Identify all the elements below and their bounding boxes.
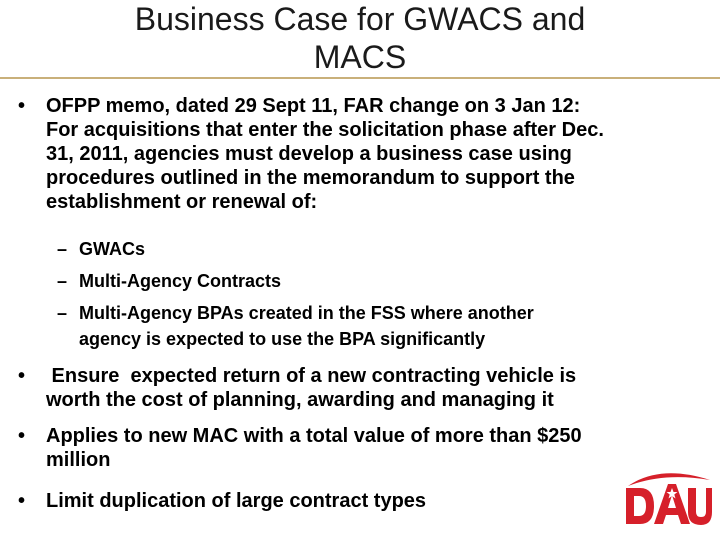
dau-logo [624, 470, 712, 528]
dau-logo-mark [626, 473, 712, 525]
slide-title [40, 0, 680, 76]
bullet-1-line-5: establishment or renewal of: [46, 191, 318, 213]
sub-item-1: GWACs [79, 239, 146, 259]
sub-item-3-line-2: agency is expected to use the BPA significantly [79, 329, 486, 349]
bullet-1-line-2: For acquisitions that enter the solicitation phase after Dec. [46, 119, 604, 141]
sub-bullet-marker: – [57, 271, 68, 291]
bullet-1-text [46, 94, 604, 214]
bullet-3-line-2: million [46, 449, 111, 471]
bullet-marker: • [18, 425, 26, 447]
bullet-2-text [46, 364, 576, 412]
sub-item-2: Multi-Agency Contracts [79, 271, 282, 291]
bullet-marker: • [18, 365, 26, 387]
bullet-2-line-2: worth the cost of planning, awarding and managing it [46, 389, 554, 411]
sub-bullet-marker: – [57, 303, 68, 323]
sub-item-3-line-1: Multi-Agency BPAs created in the FSS where another [79, 303, 534, 323]
title-line-2: MACS [313, 39, 407, 75]
bullet-3-line-1: Applies to new MAC with a total value of more than $250 [46, 425, 582, 447]
bullet-marker: • [18, 490, 26, 512]
sub-item-3 [79, 300, 534, 352]
bullet-4-text: Limit duplication of large contract types [46, 490, 427, 512]
bullet-2-line-1: Ensure expected return of a new contracting vehicle is [46, 365, 577, 387]
bullet-marker: • [18, 95, 26, 117]
bullet-3-text [46, 424, 582, 472]
bullet-1-line-4: procedures outlined in the memorandum to support the [46, 167, 575, 189]
bullet-1-line-1: OFPP memo, dated 29 Sept 11, FAR change on 3 Jan 12: [46, 95, 581, 117]
title-line-1: Business Case for GWACS and [134, 1, 586, 37]
title-divider [0, 77, 720, 79]
sub-bullet-marker: – [57, 239, 68, 259]
bullet-1-line-3: 31, 2011, agencies must develop a business case using [46, 143, 572, 165]
